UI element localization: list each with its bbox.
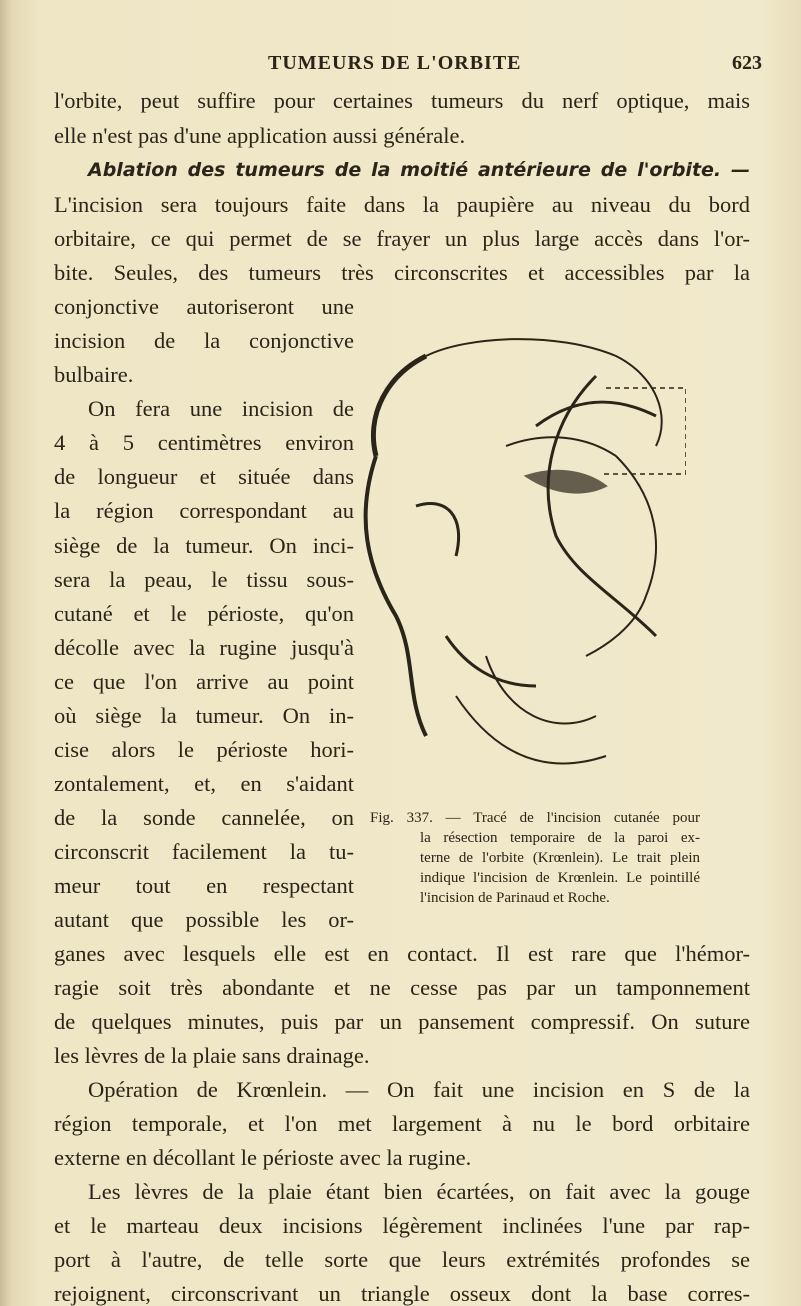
text-line: incision de la conjonctive bbox=[54, 328, 354, 353]
text-line: ganes avec lesquels elle est en contact. Il est rare que l'hémor- bbox=[54, 941, 750, 966]
figure-caption bbox=[370, 808, 700, 908]
text-line: L'incision sera toujours faite dans la paupière au niveau du bord bbox=[54, 192, 750, 217]
text-line: où siège la tumeur. On in- bbox=[54, 703, 354, 728]
text-line: la région correspondant au bbox=[54, 498, 354, 523]
text-line: elle n'est pas d'une application aussi générale. bbox=[54, 123, 466, 148]
text-line: de longueur et située dans bbox=[54, 464, 354, 489]
text-line: meur tout en respectant bbox=[54, 873, 354, 898]
text-line: orbitaire, ce qui permet de se frayer un plus large accès dans l'or- bbox=[54, 226, 750, 251]
text-line: de quelques minutes, puis par un pansement compressif. On suture bbox=[54, 1009, 750, 1034]
caption-line: l'incision de Parinaud et Roche. bbox=[420, 890, 610, 906]
section-heading: Ablation des tumeurs de la moitié antérieure de l'orbite. — bbox=[88, 159, 750, 181]
text-line: siège de la tumeur. On inci- bbox=[54, 533, 354, 558]
page-header bbox=[0, 52, 801, 82]
page-number: 623 bbox=[732, 52, 762, 74]
text-line: décolle avec la rugine jusqu'à bbox=[54, 635, 354, 660]
text-line: ce que l'on arrive au point bbox=[54, 669, 354, 694]
text-line: On fera une incision de bbox=[88, 396, 354, 421]
text-line: les lèvres de la plaie sans drainage. bbox=[54, 1043, 370, 1068]
text-line: et le marteau deux incisions légèrement inclinées l'une par rap- bbox=[54, 1213, 750, 1238]
text-line: région temporale, et l'on met largement à nu le bord orbitaire bbox=[54, 1111, 750, 1136]
text-line: bite. Seules, des tumeurs très circonscrites et accessibles par la bbox=[54, 260, 750, 285]
text-line: bulbaire. bbox=[54, 362, 134, 387]
caption-line: indique l'incision de Krœnlein. Le pointillé bbox=[420, 870, 700, 886]
text-line: circonscrit facilement la tu- bbox=[54, 839, 354, 864]
text-line: cise alors le périoste hori- bbox=[54, 737, 354, 762]
text-line: autant que possible les or- bbox=[54, 907, 354, 932]
text-line: l'orbite, peut suffire pour certaines tumeurs du nerf optique, mais bbox=[54, 88, 750, 113]
text-line: rejoignent, circonscrivant un triangle osseux dont la base corres- bbox=[54, 1281, 750, 1306]
text-line: port à l'autre, de telle sorte que leurs extrémités profondes se bbox=[54, 1247, 750, 1272]
section-heading: Opération de Krœnlein. — On fait une incision en S de la bbox=[88, 1077, 750, 1102]
caption-line: terne de l'orbite (Krœnlein). Le trait plein bbox=[420, 850, 700, 866]
text-line: zontalement, et, en s'aidant bbox=[54, 771, 354, 796]
text-line: cutané et le périoste, qu'on bbox=[54, 601, 354, 626]
running-title: TUMEURS DE L'ORBITE bbox=[268, 52, 522, 74]
text-line: externe en décollant le périoste avec la rugine. bbox=[54, 1145, 472, 1170]
text-line: Les lèvres de la plaie étant bien écartées, on fait avec la gouge bbox=[88, 1179, 750, 1204]
text-line: ragie soit très abondante et ne cesse pas par un tamponnement bbox=[54, 975, 750, 1000]
text-line: de la sonde cannelée, on bbox=[54, 805, 354, 830]
caption-line: Fig. 337. — Tracé de l'incision cutanée pour bbox=[370, 810, 700, 826]
caption-line: la résection temporaire de la paroi ex- bbox=[420, 830, 700, 846]
text-line: conjonctive autoriseront une bbox=[54, 294, 354, 319]
engraved-head-profile-icon bbox=[356, 336, 686, 792]
text-line: 4 à 5 centimètres environ bbox=[54, 430, 354, 455]
text-line: sera la peau, le tissu sous- bbox=[54, 567, 354, 592]
head-profile-illustration bbox=[356, 336, 686, 792]
